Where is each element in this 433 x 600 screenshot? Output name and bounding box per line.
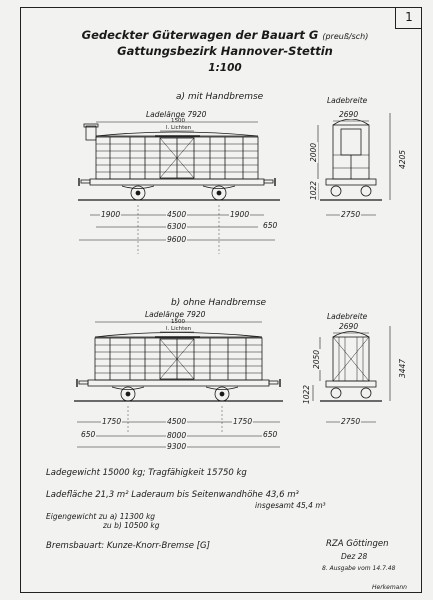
dim-a-6300: 6300 — [167, 222, 187, 231]
spec-load-weight: Ladegewicht 15000 kg; Tragfähigkeit 15750 kg — [46, 468, 247, 478]
brake-hut — [86, 126, 96, 140]
spec-tare-a: Eigengewicht zu a) 11300 kg — [46, 512, 156, 521]
side-view-b — [74, 322, 283, 447]
load-length-a: Ladelänge 7920 — [146, 110, 207, 119]
buffer-left — [81, 180, 90, 183]
underframe — [90, 179, 264, 185]
dim-a-4: 650 — [263, 221, 278, 230]
dim-b-5: 650 — [263, 430, 278, 439]
load-width-a: 2690 — [339, 110, 359, 119]
spec-brake-type: Bremsbauart: Kunze-Knorr-Bremse [G] — [46, 541, 210, 551]
dim-b-3: 4500 — [167, 417, 187, 426]
underframe — [88, 380, 269, 386]
height-total-b: 3447 — [398, 358, 408, 379]
edition-note: 8. Ausgabe vom 14.7.48 — [322, 565, 396, 572]
door-note-b: l. Lichten — [166, 326, 192, 332]
buffer-height-b: 1022 — [302, 384, 312, 405]
spec-total-volume: insgesamt 45,4 m³ — [255, 501, 326, 510]
load-length-b: Ladelänge 7920 — [145, 310, 206, 319]
height-total-a: 4205 — [398, 149, 408, 170]
signature: Herkemann — [372, 584, 407, 591]
variant-a-heading: a) mit Handbremse — [176, 92, 264, 102]
dim-a-9600: 9600 — [167, 235, 187, 244]
title-suffix: (preuß/sch) — [322, 32, 369, 41]
width-a: 2750 — [341, 210, 361, 219]
spec-load-area: Ladefläche 21,3 m² Laderaum bis Seitenwandhöhe 43,6 m³ — [46, 490, 299, 500]
end-view-b — [313, 326, 390, 422]
dim-b-9300: 9300 — [167, 442, 187, 451]
dim-b-2: 1750 — [102, 417, 122, 426]
title-line-2: Gattungsbezirk Hannover-Stettin — [117, 44, 333, 58]
load-width-label-b: Ladebreite — [327, 312, 368, 321]
dim-a-2: 4500 — [167, 210, 187, 219]
drawing-scale: 1:100 — [208, 62, 242, 74]
dim-b-8000: 8000 — [167, 431, 187, 440]
end-door — [341, 129, 361, 155]
buffer-height-a: 1022 — [309, 180, 319, 201]
spec-tare-b: zu b) 10500 kg — [103, 521, 160, 530]
office-stamp: RZA Göttingen — [326, 539, 389, 549]
door-note-a: l. Lichten — [166, 125, 192, 131]
width-b: 2750 — [341, 417, 361, 426]
buffer-left — [79, 381, 88, 384]
door-width-b: 1500 — [171, 319, 185, 325]
dim-a-1: 1900 — [101, 210, 121, 219]
buffer-right — [264, 180, 273, 183]
dim-a-3: 1900 — [230, 210, 250, 219]
end-view-a — [318, 113, 390, 215]
end-roof — [333, 119, 369, 125]
load-width-label-a: Ladebreite — [327, 96, 368, 105]
sheet-number: 1 — [395, 7, 422, 29]
buffer-right — [269, 381, 278, 384]
end-roof — [333, 332, 369, 338]
load-width-b: 2690 — [339, 322, 359, 331]
variant-b-heading: b) ohne Handbremse — [171, 298, 267, 308]
height-inner-a: 2000 — [309, 142, 319, 163]
department: Dez 28 — [341, 552, 368, 561]
height-inner-b: 2050 — [312, 349, 322, 370]
dim-b-1: 650 — [81, 430, 96, 439]
title-wagon-type: Gedeckter Güterwagen der Bauart G — [81, 28, 319, 42]
door-width-a: 1500 — [171, 118, 185, 124]
dim-b-4: 1750 — [233, 417, 253, 426]
